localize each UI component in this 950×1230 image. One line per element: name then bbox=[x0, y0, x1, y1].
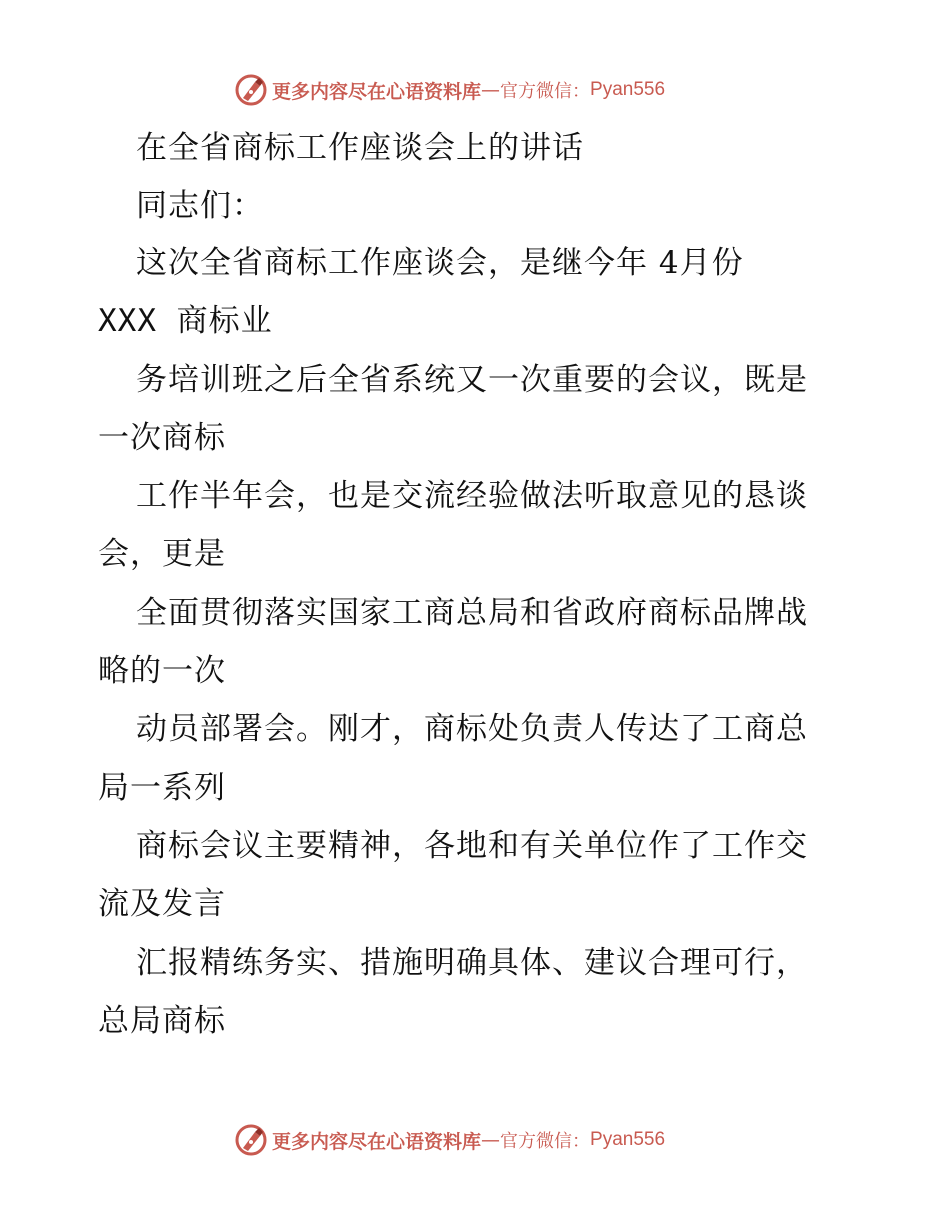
watermark-wechat-id: Pyan556 bbox=[590, 79, 666, 100]
pen-nib-logo-icon bbox=[234, 73, 268, 107]
watermark-main-text: 更多内容尽在心语资料库 bbox=[272, 80, 482, 103]
watermark-wechat-label: 官方微信： bbox=[500, 81, 591, 102]
body-line: 一次商标 bbox=[98, 420, 226, 456]
body-line: 会，更是 bbox=[98, 536, 226, 572]
salutation: 同志们： bbox=[136, 188, 264, 224]
watermark-wechat-id: Pyan556 bbox=[590, 1129, 666, 1150]
watermark-main-text: 更多内容尽在心语资料库 bbox=[272, 1130, 482, 1153]
header-watermark bbox=[234, 70, 665, 110]
body-line: 动员部署会。刚才，商标处负责人传达了工商总 bbox=[136, 711, 808, 747]
body-line: XXX 商标业 bbox=[98, 303, 273, 339]
body-line: 总局商标 bbox=[98, 1003, 226, 1039]
body-line: 局一系列 bbox=[98, 770, 226, 806]
body-line: 这次全省商标工作座谈会，是继今年 4月份 bbox=[136, 245, 744, 281]
body-line: 工作半年会，也是交流经验做法听取意见的恳谈 bbox=[136, 478, 808, 514]
document-title: 在全省商标工作座谈会上的讲话 bbox=[136, 130, 584, 166]
body-line: 流及发言 bbox=[98, 886, 226, 922]
watermark-dash: — bbox=[481, 79, 501, 101]
watermark-dash: — bbox=[481, 1129, 501, 1151]
body-line: 全面贯彻落实国家工商总局和省政府商标品牌战 bbox=[136, 595, 808, 631]
body-line: 略的一次 bbox=[98, 653, 226, 689]
body-line: 务培训班之后全省系统又一次重要的会议，既是 bbox=[136, 362, 808, 398]
footer-watermark bbox=[234, 1120, 665, 1160]
pen-nib-logo-icon bbox=[234, 1123, 268, 1157]
body-line: 汇报精练务实、措施明确具体、建议合理可行， bbox=[136, 945, 808, 981]
body-line: 商标会议主要精神，各地和有关单位作了工作交 bbox=[136, 828, 808, 864]
watermark-wechat-label: 官方微信： bbox=[500, 1131, 591, 1152]
